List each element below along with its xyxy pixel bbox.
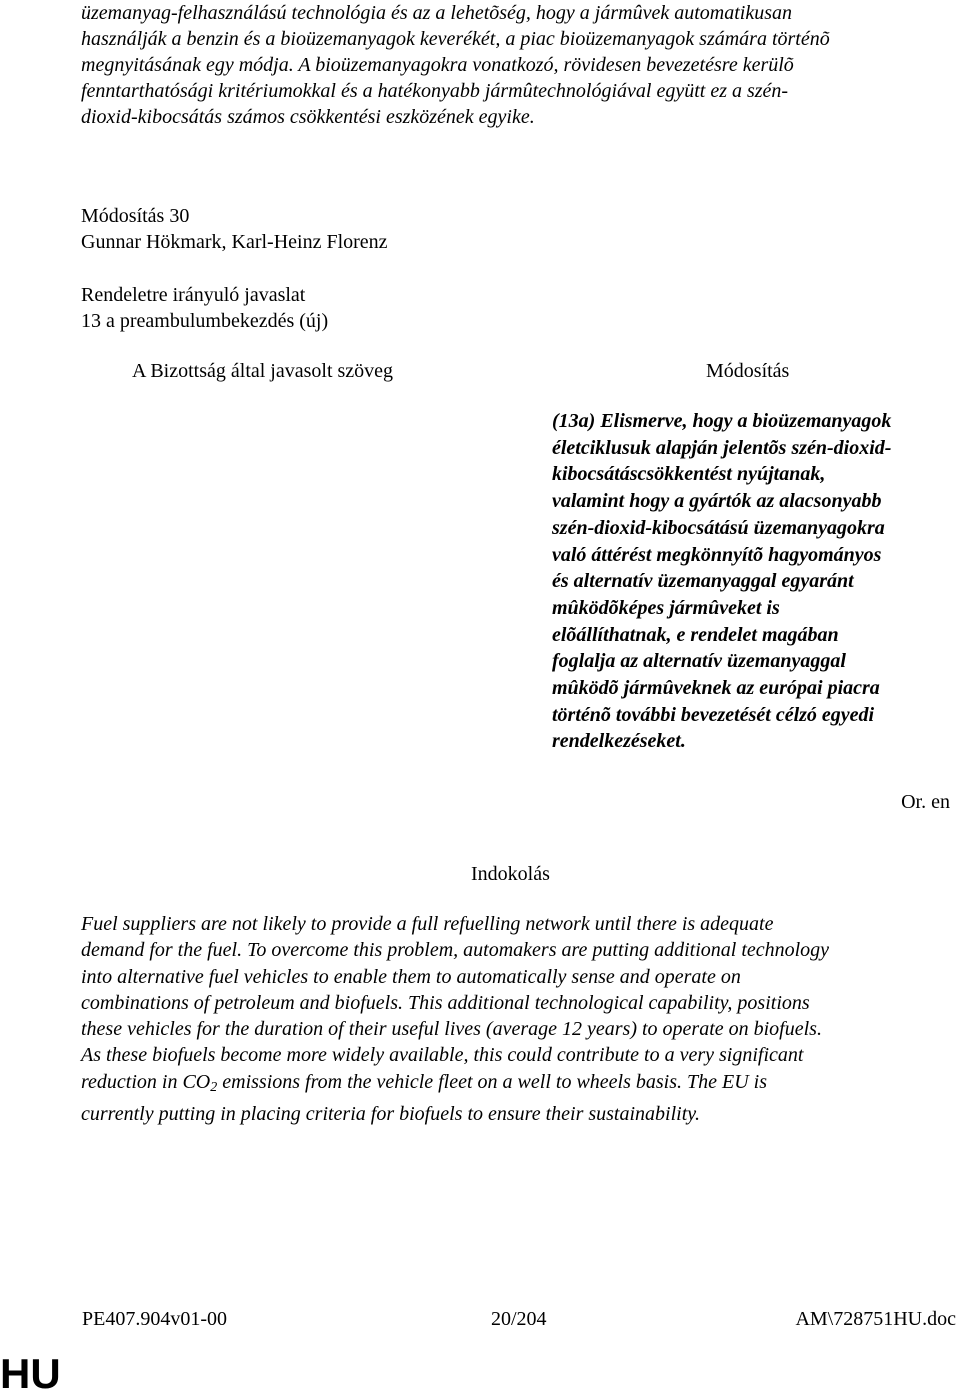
justification-title: Indokolás (471, 863, 550, 885)
paragraph-line: használják a benzin és a bioüzemanyagok keverékét, a piac bioüzemanyagok számára történõ (81, 28, 830, 50)
footer-file-name: AM\728751HU.doc (795, 1308, 956, 1330)
justification-line: demand for the fuel. To overcome this problem, automakers are putting additional technology (81, 939, 830, 962)
paragraph-line: dioxid-kibocsátás számos csökkentési eszközének egyike. (81, 106, 535, 128)
justification-line: As these biofuels become more widely available, this could contribute to a very significant (81, 1044, 804, 1067)
amendment-column-header: Módosítás (706, 360, 790, 382)
justification-text (81, 911, 960, 1127)
paragraph-line: megnyitásának egy módja. A bioüzemanyagokra vonatkozó, rövidesen bevezetésre kerülõ (81, 54, 794, 76)
proposal-title: Rendeletre irányuló javaslat (81, 284, 306, 306)
amendment-line: mûködõképes jármûveket is (552, 596, 780, 619)
footer-doc-ref: PE407.904v01-00 (82, 1308, 227, 1330)
amendment-line: való áttérést megkönnyítõ hagyományos (552, 543, 882, 566)
amendment-line: foglalja az alternatív üzemanyaggal (552, 650, 846, 673)
amendment-line: (13a) Elismerve, hogy a bioüzemanyagok (552, 410, 892, 432)
commission-text-header: A Bizottság által javasolt szöveg (132, 360, 394, 382)
co2-suffix: emissions from the vehicle fleet on a well to wheels basis. The EU is (217, 1070, 767, 1093)
paragraph-line: fenntarthatósági kritériumokkal és a hatékonyabb jármûtechnológiával együtt ez a szén- (81, 80, 789, 102)
justification-line: Fuel suppliers are not likely to provide a full refuelling network until there is adequate (81, 913, 774, 935)
amendment-line: és alternatív üzemanyaggal egyaránt (552, 570, 854, 593)
justification-line (81, 1069, 960, 1101)
language-code: HU (0, 1350, 61, 1397)
recital-reference: 13 a preambulumbekezdés (új) (81, 310, 329, 332)
preceding-paragraph (81, 0, 911, 130)
amendment-line: valamint hogy a gyártók az alacsonyabb (552, 490, 882, 513)
amendment-line: kibocsátáscsökkentést nyújtanak, (552, 463, 826, 486)
amendment-line: életciklusuk alapján jelentõs szén-dioxid- (552, 436, 892, 459)
justification-line: these vehicles for the duration of their useful lives (average 12 years) to operate on biofuels. (81, 1018, 822, 1041)
justification-line: into alternative fuel vehicles to enable them to automatically sense and operate on (81, 965, 741, 988)
footer-page-number: 20/204 (491, 1308, 547, 1330)
co2-subscript: 2 (210, 1079, 218, 1095)
amendment-authors: Gunnar Hökmark, Karl-Heinz Florenz (81, 231, 388, 253)
co2-prefix: reduction in CO (81, 1070, 211, 1093)
justification-line: combinations of petroleum and biofuels. This additional technological capability, positions (81, 991, 810, 1014)
amendment-line: szén-dioxid-kibocsátású üzemanyagokra (552, 516, 885, 539)
amendment-line: történõ további bevezetését célzó egyedi (552, 703, 875, 726)
amendment-line: elõállíthatnak, e rendelet magában (552, 623, 839, 646)
amendment-number: Módosítás 30 (81, 205, 190, 227)
amendment-text (552, 408, 960, 755)
amendment-line: mûködõ jármûveknek az európai piacra (552, 677, 880, 700)
justification-line: currently putting in placing criteria for biofuels to ensure their sustainability. (81, 1103, 701, 1126)
original-language-note: Or. en (901, 791, 950, 813)
amendment-line: rendelkezéseket. (552, 730, 686, 753)
paragraph-line: üzemanyag-felhasználású technológia és az a lehetõség, hogy a jármûvek automatikusan (81, 2, 792, 24)
